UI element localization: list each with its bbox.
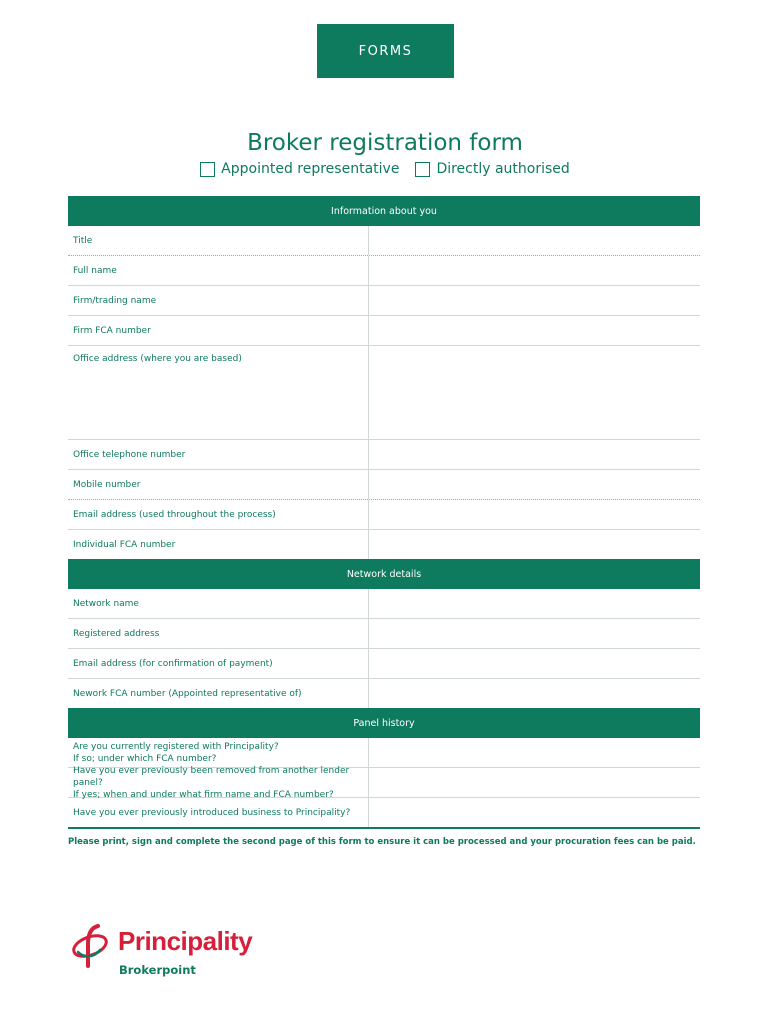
field-label-email: Email address (used throughout the process) (73, 509, 276, 520)
mobile-field[interactable] (368, 470, 700, 499)
section-header-network: Network details (68, 559, 700, 589)
directly-authorised-option[interactable] (415, 161, 569, 177)
form-row-individual-fca (68, 530, 700, 559)
previously-removed-followup: If yes; when and under what firm name and FCA number? (73, 789, 334, 800)
previously-removed-question: Have you ever previously been removed from another lender panel? (73, 765, 350, 788)
form-row-office-address (68, 346, 700, 440)
forms-tab: FORMS (317, 24, 454, 78)
network-name-field[interactable] (368, 589, 700, 618)
field-label-office-address: Office address (where you are based) (73, 354, 242, 364)
form-row-firm-fca (68, 316, 700, 346)
directly-authorised-checkbox[interactable] (415, 162, 430, 177)
principality-logo (70, 920, 280, 980)
firm-name-field[interactable] (368, 286, 700, 315)
form-row-firm-name (68, 286, 700, 316)
form-row-full-name (68, 256, 700, 286)
form-row-currently-registered (68, 738, 700, 768)
form-row-office-phone (68, 440, 700, 470)
directly-authorised-label: Directly authorised (436, 161, 570, 177)
form-row-email-payment (68, 649, 700, 679)
form-row-email (68, 500, 700, 530)
form-row-previously-removed (68, 765, 700, 800)
previously-introduced-field[interactable] (368, 798, 700, 827)
currently-registered-field[interactable] (368, 738, 700, 767)
field-label-previously-introduced: Have you ever previously introduced business to Principality? (73, 807, 351, 818)
principality-swirl-icon (70, 922, 118, 970)
footer-note: Please print, sign and complete the second page of this form to ensure it can be processed and your procuration fees can be paid. (68, 837, 696, 847)
office-phone-field[interactable] (368, 440, 700, 469)
title-field[interactable] (368, 226, 700, 255)
field-label-individual-fca: Individual FCA number (73, 539, 176, 550)
form-row-mobile (68, 470, 700, 500)
field-label-full-name: Full name (73, 265, 117, 276)
field-label-firm-fca: Firm FCA number (73, 325, 151, 336)
individual-fca-field[interactable] (368, 530, 700, 559)
network-fca-field[interactable] (368, 679, 700, 708)
field-label-email-payment: Email address (for confirmation of payment) (73, 658, 273, 669)
field-label-registered-address: Registered address (73, 628, 160, 639)
form-row-network-fca (68, 679, 700, 708)
field-label-network-name: Network name (73, 598, 139, 609)
field-label-network-fca: Nework FCA number (Appointed representative of) (73, 688, 302, 699)
firm-fca-field[interactable] (368, 316, 700, 345)
appointed-representative-checkbox[interactable] (200, 162, 215, 177)
full-name-field[interactable] (368, 256, 700, 285)
registered-address-field[interactable] (368, 619, 700, 648)
form-end-rule (68, 827, 700, 829)
form-row-network-name (68, 589, 700, 619)
previously-removed-field[interactable] (368, 768, 700, 797)
appointed-representative-label: Appointed representative (221, 161, 400, 177)
logo-wordmark: Principality (118, 926, 253, 956)
email-field[interactable] (368, 500, 700, 529)
field-label-office-phone: Office telephone number (73, 449, 186, 460)
field-label-currently-registered (68, 738, 368, 767)
section-header-about: Information about you (68, 196, 700, 226)
currently-registered-question: Are you currently registered with Principality? (73, 741, 279, 752)
page-title: Broker registration form (247, 130, 523, 156)
form-row-title (68, 226, 700, 256)
field-label-mobile: Mobile number (73, 479, 141, 490)
email-payment-field[interactable] (368, 649, 700, 678)
registration-type-options (0, 161, 770, 177)
field-label-previously-removed (68, 765, 368, 800)
form-row-registered-address (68, 619, 700, 649)
appointed-representative-option[interactable] (200, 161, 399, 177)
form-row-previously-introduced (68, 798, 700, 827)
office-address-field[interactable] (368, 346, 700, 439)
logo-subtitle: Brokerpoint (119, 963, 196, 977)
field-label-firm-name: Firm/trading name (73, 295, 157, 306)
field-label-title: Title (73, 235, 93, 246)
section-header-panel: Panel history (68, 708, 700, 738)
registration-form (68, 196, 700, 829)
currently-registered-followup: If so; under which FCA number? (73, 753, 217, 764)
